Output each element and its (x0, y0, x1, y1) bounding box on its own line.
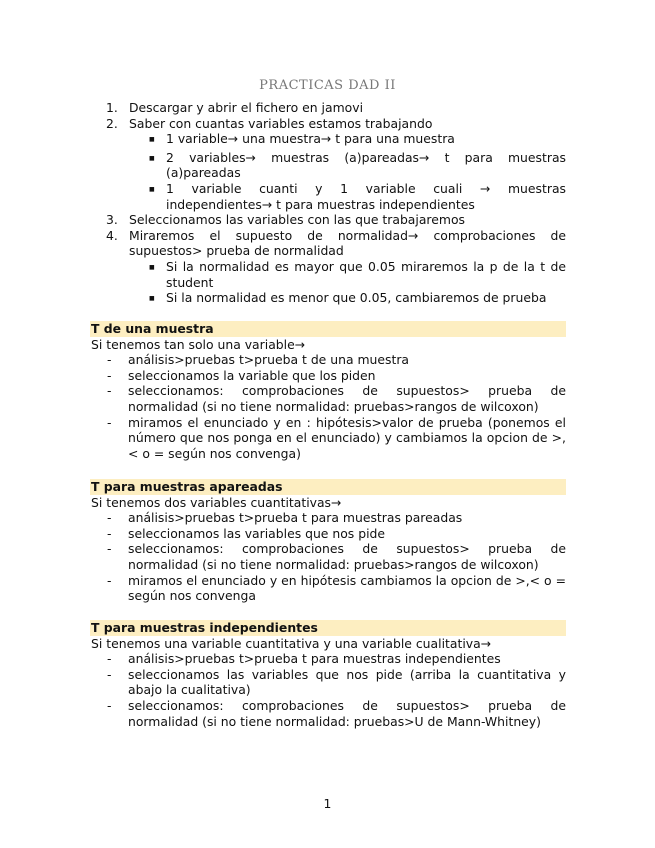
document-title: PRACTICAS DAD II (259, 78, 396, 93)
dash-bullet: - (107, 383, 112, 399)
list-item (90, 651, 566, 667)
dash-bullet: - (107, 510, 112, 526)
item-text: miramos el enunciado y en : hipótesis>valor de prueba (ponemos el número que nos ponga en el enunciado) y cambiamos la opcion de >,< o = según nos convenga) (128, 414, 566, 461)
step-2 (106, 116, 566, 132)
list-item (90, 510, 566, 526)
bullet-text: 2 variables→ muestras (a)pareadas→ t para muestras (a)pareadas (166, 149, 566, 181)
item-text: seleccionamos: comprobaciones de supuestos> prueba de normalidad (si no tiene normalidad: pruebas>rangos de wilcoxon) (128, 383, 566, 414)
step-3 (106, 212, 566, 228)
item-text: seleccionamos: comprobaciones de supuestos> prueba de normalidad (si no tiene normalidad: pruebas>U de Mann-Whitney) (128, 697, 566, 729)
square-bullet-icon (148, 131, 166, 150)
list-item (90, 415, 566, 462)
section-heading: T para muestras apareadas (90, 479, 566, 495)
dash-bullet: - (107, 414, 112, 430)
item-text: seleccionamos las variables que nos pide (128, 525, 385, 541)
step-4-bullets (148, 259, 566, 309)
step-text: Miraremos el supuesto de normalidad→ comprobaciones de supuestos> prueba de normalidad (129, 227, 566, 259)
dash-bullet: - (107, 541, 112, 557)
step-text: Seleccionamos las variables con las que trabajaremos (129, 212, 465, 228)
section-intro: Si tenemos dos variables cuantitativas→ (91, 494, 342, 510)
step-1 (106, 100, 566, 116)
dash-bullet: - (107, 651, 112, 667)
step-text: Descargar y abrir el fichero en jamovi (129, 100, 364, 115)
section-t-muestras-independientes (90, 620, 566, 729)
step-text: Saber con cuantas variables estamos trabajando (129, 115, 433, 131)
bullet-text: 1 variable cuanti y 1 variable cuali → muestras independientes→ t para muestras independientes (166, 180, 566, 212)
list-item (90, 368, 566, 384)
bullet-text: Si la normalidad es mayor que 0.05 miraremos la p de la t de student (166, 258, 566, 290)
list-item (90, 352, 566, 368)
item-text: seleccionamos las variables que nos pide (arriba la cuantitativa y abajo la cualitativa) (128, 666, 566, 698)
bullet-text: 1 variable→ una muestra→ t para una muestra (166, 131, 455, 147)
bullet-item (148, 181, 566, 212)
item-text: seleccionamos la variable que los piden (128, 367, 376, 383)
bullet-item (148, 131, 566, 150)
item-text: análisis>pruebas t>prueba t para muestras pareadas (128, 510, 463, 526)
step-number: 2. (106, 115, 118, 131)
step-number: 3. (106, 212, 118, 228)
steps-list (106, 100, 566, 309)
dash-bullet: - (107, 525, 112, 541)
step-2-bullets (148, 131, 566, 212)
square-bullet-icon (148, 290, 166, 309)
section-t-muestras-apareadas (90, 479, 566, 604)
list-item (90, 573, 566, 604)
bullet-item (148, 290, 566, 309)
page-number: 1 (323, 796, 332, 811)
step-number: 4. (106, 227, 118, 243)
dash-bullet: - (107, 352, 112, 368)
bullet-item (148, 150, 566, 181)
item-text: seleccionamos: comprobaciones de supuestos> prueba de normalidad (si no tiene normalidad: pruebas>rangos de wilcoxon) (128, 541, 566, 572)
list-item (90, 526, 566, 542)
section-intro: Si tenemos tan solo una variable→ (91, 336, 306, 352)
section-heading: T de una muestra (90, 321, 566, 337)
item-text: análisis>pruebas t>prueba t para muestras independientes (128, 651, 501, 667)
item-text: miramos el enunciado y en hipótesis cambiamos la opcion de >,< o = según nos convenga (128, 572, 566, 604)
square-bullet-icon (148, 181, 166, 212)
dash-bullet: - (107, 697, 112, 713)
square-bullet-icon (148, 259, 166, 290)
dash-bullet: - (107, 666, 112, 682)
list-item (90, 383, 566, 414)
bullet-text: Si la normalidad es menor que 0.05, cambiaremos de prueba (166, 290, 547, 306)
list-item (90, 698, 566, 729)
step-4 (106, 228, 566, 259)
section-heading: T para muestras independientes (90, 620, 566, 636)
list-item (90, 667, 566, 698)
step-number: 1. (106, 100, 118, 115)
dash-bullet: - (107, 367, 112, 383)
section-t-una-muestra (90, 321, 566, 461)
item-text: análisis>pruebas t>prueba t de una muestra (128, 352, 410, 368)
section-intro: Si tenemos una variable cuantitativa y una variable cualitativa→ (91, 635, 492, 651)
dash-bullet: - (107, 572, 112, 588)
list-item (90, 541, 566, 572)
square-bullet-icon (148, 150, 166, 181)
bullet-item (148, 259, 566, 290)
